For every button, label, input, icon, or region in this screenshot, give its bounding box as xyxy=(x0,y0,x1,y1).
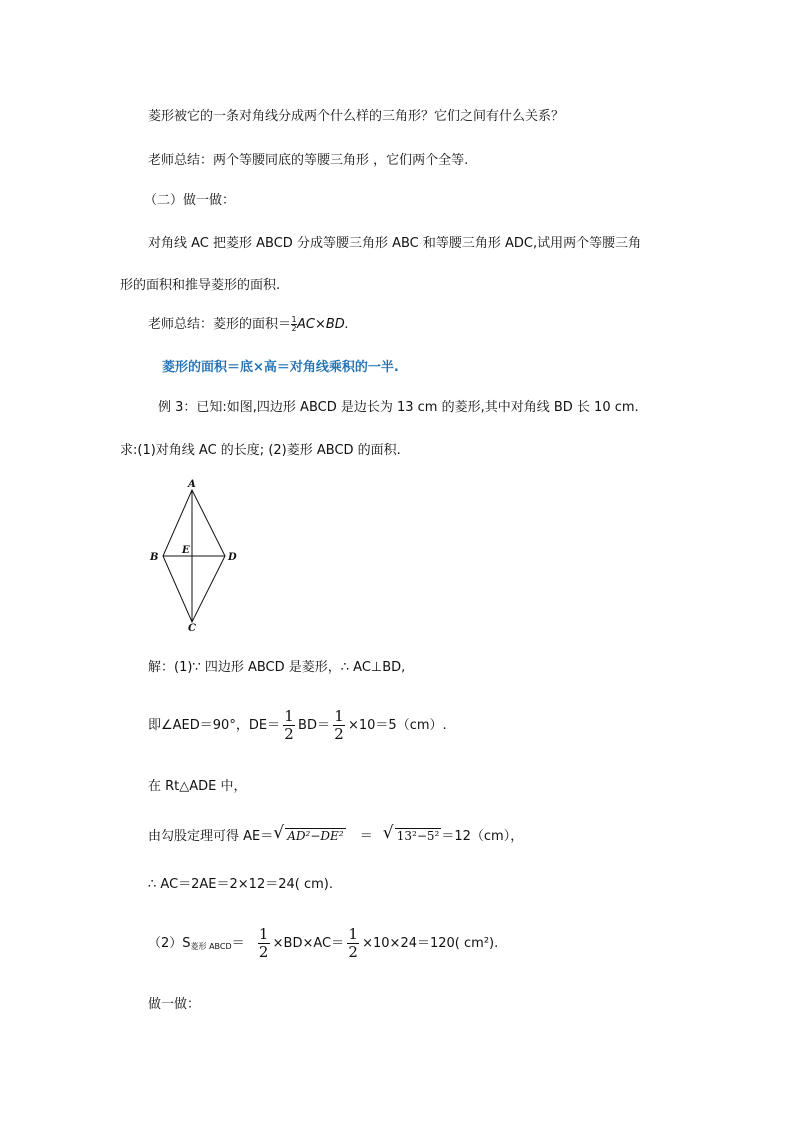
rhombus-figure xyxy=(140,476,250,636)
sol4-prefix: 由勾股定理可得 AE＝ xyxy=(148,829,274,844)
section-heading-2: （二）做一做： xyxy=(144,193,236,208)
sol6-prefix: （2）S xyxy=(148,936,191,951)
sol4-eq: ＝ xyxy=(359,829,373,844)
frac-den: 2 xyxy=(334,725,344,743)
example-line-2: 求:(1)对角线 AC 的长度; (2)菱形 ABCD 的面积. xyxy=(120,443,401,458)
do-it-heading: 做一做： xyxy=(148,997,201,1012)
sol2-suffix: ×10＝5（cm）. xyxy=(347,718,447,733)
solution-line-6 xyxy=(148,926,498,965)
center-label-e: E xyxy=(182,545,190,556)
half-fraction-4 xyxy=(347,926,359,961)
summary2-suffix: AC×BD. xyxy=(297,317,349,332)
vertex-label-c: C xyxy=(188,623,196,634)
teacher-summary-2 xyxy=(148,316,349,333)
teacher-summary-1: 老师总结：两个等腰同底的等腰三角形 ，它们两个全等. xyxy=(148,153,469,168)
sol6-subscript: 菱形 ABCD xyxy=(190,942,232,951)
frac-num: 1 xyxy=(348,925,358,943)
solution-line-4 xyxy=(148,828,523,845)
solution-line-2 xyxy=(148,708,447,744)
frac-num: 1 xyxy=(284,707,294,725)
frac-den: 2 xyxy=(291,324,297,333)
sol4-suffix: ＝12（cm）， xyxy=(441,829,524,844)
sol2-prefix: 即∠AED＝90°，DE＝ xyxy=(148,718,281,733)
solution-line-3: 在 Rt△ADE 中， xyxy=(148,779,247,794)
frac-num: 1 xyxy=(334,707,344,725)
paragraph-line-2: 形的面积和推导菱形的面积. xyxy=(120,278,281,293)
half-fraction-1 xyxy=(283,708,295,743)
half-fraction-2 xyxy=(333,708,345,743)
solution-line-5: ∴ AC＝2AE＝2×12＝24( cm). xyxy=(148,877,333,892)
frac-den: 2 xyxy=(258,943,269,961)
frac-den: 2 xyxy=(348,943,358,961)
sol6-mid: ×BD×AC＝ xyxy=(272,936,345,951)
paragraph-line-1: 对角线 AC 把菱形 ABCD 分成等腰三角形 ABC 和等腰三角形 ADC,试用两个等腰三角 xyxy=(148,236,642,251)
example-line-1: 例 3：已知:如图,四边形 ABCD 是边长为 13 cm 的菱形,其中对角线 BD 长 10 cm. xyxy=(158,400,639,415)
sqrt-13-5 xyxy=(385,828,442,844)
question-line: 菱形被它的一条对角线分成两个什么样的三角形？它们之间有什么关系？ xyxy=(148,109,565,124)
highlight-formula: 菱形的面积＝底×高＝对角线乘积的一半. xyxy=(162,360,399,375)
radicand-2: 13²−5² xyxy=(396,829,440,843)
vertex-label-b: B xyxy=(150,552,159,563)
vertex-label-a: A xyxy=(188,479,196,490)
summary2-prefix: 老师总结：菱形的面积＝ xyxy=(148,317,292,332)
sol6-suffix: ×10×24＝120( cm²). xyxy=(362,936,499,951)
half-fraction-3 xyxy=(258,926,270,961)
solution-line-1: 解：(1)∵ 四边形 ABCD 是菱形，∴ AC⊥BD, xyxy=(148,660,406,675)
sqrt-ad-de xyxy=(275,828,345,844)
radicand-1: AD²−DE² xyxy=(287,829,344,843)
frac-num: 1 xyxy=(258,925,269,943)
frac-den: 2 xyxy=(284,725,294,743)
sol2-mid: BD＝ xyxy=(298,718,330,733)
sol6-eq: ＝ xyxy=(231,936,245,951)
vertex-label-d: D xyxy=(228,552,237,563)
frac-num: 1 xyxy=(291,315,297,324)
